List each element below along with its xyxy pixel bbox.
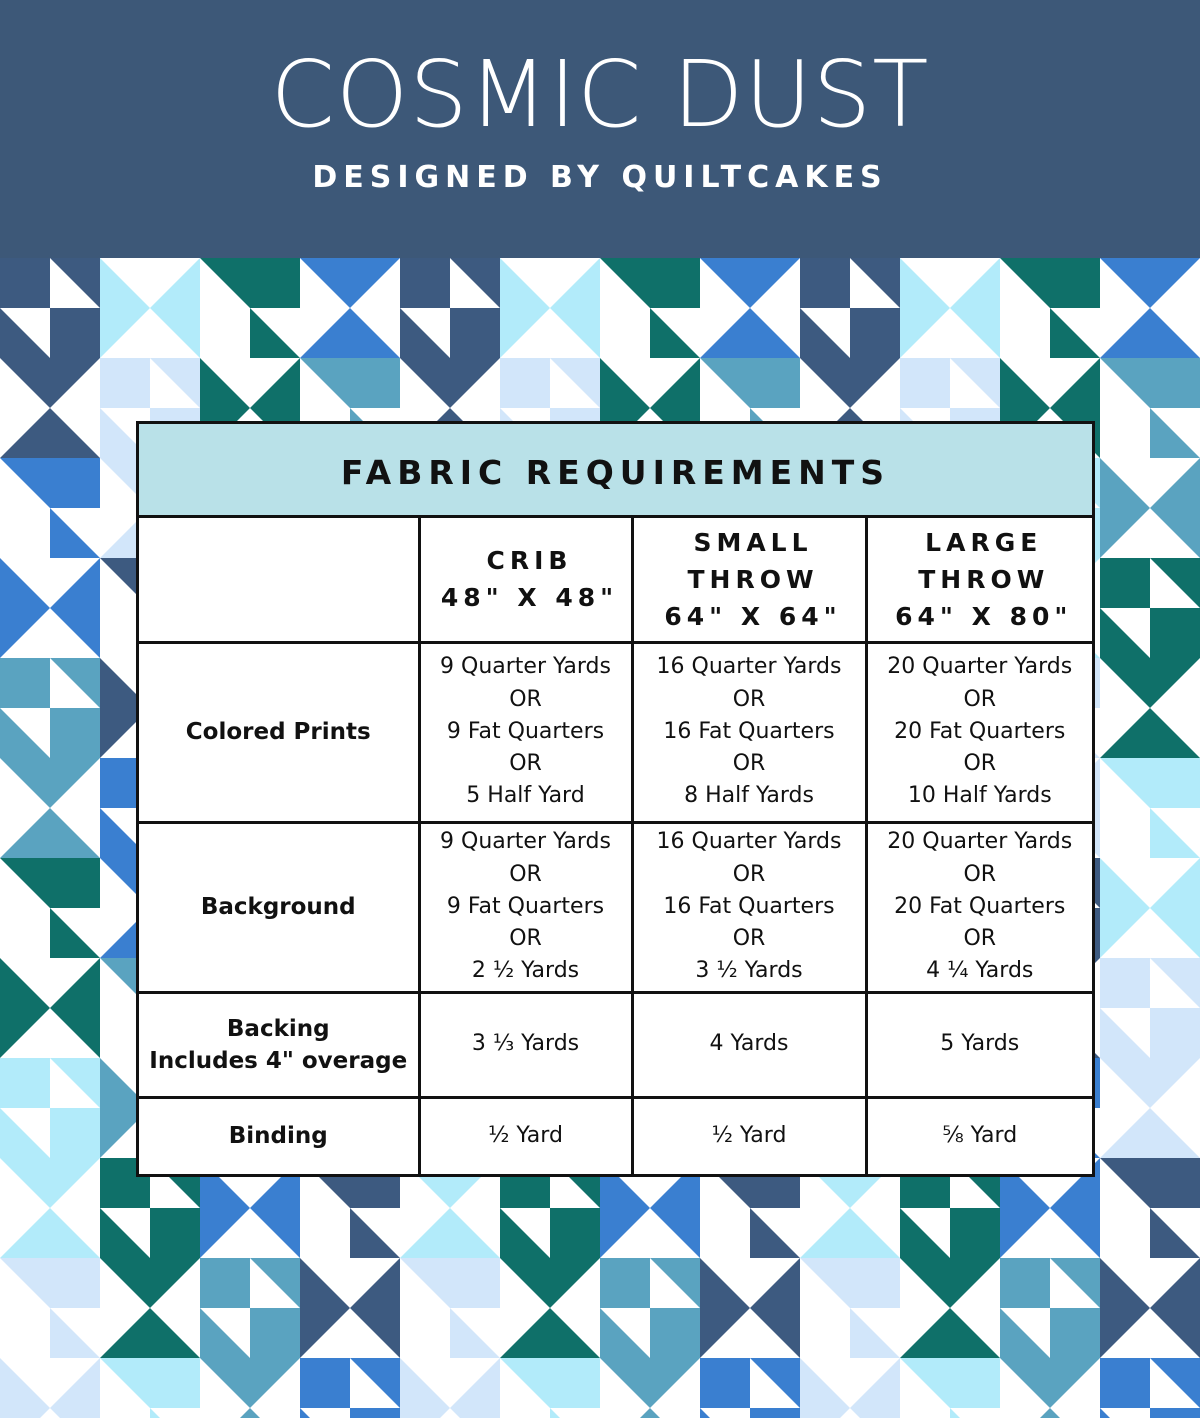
row-label-line: Includes 4" overage	[149, 1047, 408, 1074]
size-header-line: THROW	[687, 564, 819, 594]
cell-line: 9 Fat Quarters	[446, 893, 605, 919]
cell-line: 2 ½ Yards	[471, 958, 580, 984]
quilt-piece	[850, 1258, 900, 1308]
quilt-piece	[650, 258, 700, 308]
table-row	[139, 992, 1092, 1097]
quilt-piece	[1100, 1358, 1150, 1408]
quilt-piece	[300, 1358, 350, 1408]
cell-line: ½ Yard	[711, 1123, 787, 1149]
cell-background-large-throw	[866, 822, 1092, 992]
quilt-piece	[150, 1358, 200, 1408]
quilt-piece	[1000, 1258, 1050, 1308]
cell-background-crib	[419, 822, 632, 992]
quilt-piece	[150, 1208, 200, 1258]
quilt-piece	[1150, 358, 1200, 408]
quilt-piece	[1150, 608, 1200, 658]
row-label-line: Backing	[226, 1015, 330, 1042]
quilt-piece	[250, 1308, 300, 1358]
quilt-piece	[900, 358, 950, 408]
cell-line: OR	[963, 926, 997, 952]
quilt-piece	[1150, 1158, 1200, 1208]
cell-line: 20 Fat Quarters	[894, 718, 1066, 744]
cell-line: OR	[509, 751, 542, 777]
row-label-colored-prints	[139, 642, 419, 822]
quilt-piece	[350, 358, 400, 408]
quilt-piece	[450, 1258, 500, 1308]
cell-line: OR	[963, 751, 997, 777]
cell-line: 4 ¼ Yards	[926, 958, 1034, 984]
quilt-piece	[50, 708, 100, 758]
cell-line: 8 Half Yards	[684, 783, 814, 809]
size-header-line: LARGE	[925, 527, 1043, 557]
table-row	[139, 1097, 1092, 1174]
quilt-piece	[950, 1208, 1000, 1258]
quilt-piece	[1100, 958, 1150, 1008]
quilt-piece	[550, 1208, 600, 1258]
row-label-background	[139, 822, 419, 992]
quilt-piece	[1050, 1308, 1100, 1358]
cell-line: 4 Yards	[709, 1031, 789, 1057]
cell-line: OR	[732, 686, 766, 712]
cell-backing-crib	[419, 992, 632, 1097]
size-header-large-throw	[866, 518, 1092, 642]
cell-line: 20 Quarter Yards	[887, 829, 1073, 855]
quilt-piece	[700, 1358, 750, 1408]
quilt-piece	[600, 1258, 650, 1308]
quilt-piece	[50, 858, 100, 908]
cell-binding-large-throw	[866, 1097, 1092, 1174]
cell-line: OR	[509, 861, 542, 887]
cell-line: OR	[509, 686, 542, 712]
cell-line: 9 Quarter Yards	[440, 654, 611, 680]
quilt-piece	[100, 358, 150, 408]
cell-line: OR	[963, 686, 997, 712]
cell-line: 5 Half Yard	[466, 783, 585, 809]
quilt-piece	[50, 458, 100, 508]
header-banner	[0, 0, 1200, 258]
quilt-piece	[1150, 1008, 1200, 1058]
cell-binding-small-throw	[632, 1097, 866, 1174]
cell-line: OR	[509, 926, 542, 952]
cell-line: OR	[963, 861, 997, 887]
designer-subtitle: DESIGNED BY QUILTCAKES	[312, 160, 888, 195]
cell-colored-prints-large-throw	[866, 642, 1092, 822]
row-label-line: Background	[200, 894, 356, 920]
size-header-line: 64" X 64"	[664, 601, 842, 631]
fabric-requirements-card	[136, 421, 1095, 1177]
cell-line: OR	[732, 861, 766, 887]
cell-line: 9 Fat Quarters	[446, 718, 605, 744]
quilt-piece	[50, 308, 100, 358]
quilt-piece	[1100, 558, 1150, 608]
cell-line: 20 Fat Quarters	[894, 893, 1066, 919]
quilt-piece	[800, 258, 850, 308]
quilt-piece	[750, 1408, 800, 1418]
quilt-piece	[500, 358, 550, 408]
size-header-small-throw	[632, 518, 866, 642]
table-row	[139, 642, 1092, 822]
row-label-binding	[139, 1097, 419, 1174]
size-header-row	[139, 518, 1092, 642]
cell-background-small-throw	[632, 822, 866, 992]
cell-line: 16 Quarter Yards	[656, 654, 842, 680]
quilt-piece	[850, 308, 900, 358]
size-header-line: 64" X 80"	[895, 601, 1073, 631]
quilt-piece	[50, 1258, 100, 1308]
quilt-piece	[0, 658, 50, 708]
size-header-crib	[419, 518, 632, 642]
cell-colored-prints-crib	[419, 642, 632, 822]
quilt-piece	[650, 1308, 700, 1358]
quilt-piece	[950, 1358, 1000, 1408]
cell-line: 5 Yards	[940, 1031, 1020, 1057]
fabric-requirements-table	[139, 518, 1092, 1174]
cell-line: 10 Half Yards	[907, 783, 1052, 809]
size-header-line: THROW	[918, 564, 1050, 594]
corner-cell	[139, 518, 419, 642]
cell-line: 9 Quarter Yards	[440, 829, 611, 855]
page-title: COSMIC DUST	[270, 41, 930, 148]
size-header-line: 48" X 48"	[440, 583, 619, 613]
cell-line: 16 Fat Quarters	[663, 893, 835, 919]
table-row	[139, 822, 1092, 992]
cell-line: ½ Yard	[488, 1123, 563, 1149]
row-label-line: Binding	[228, 1123, 328, 1150]
quilt-piece	[0, 1058, 50, 1108]
quilt-piece	[350, 1408, 400, 1418]
quilt-piece	[0, 258, 50, 308]
quilt-piece	[750, 358, 800, 408]
size-header-line: CRIB	[486, 546, 573, 576]
quilt-piece	[400, 258, 450, 308]
cell-line: ⅝ Yard	[942, 1123, 1018, 1149]
cell-line: OR	[732, 926, 766, 952]
cell-line: 3 ⅓ Yards	[471, 1031, 580, 1057]
quilt-piece	[50, 1108, 100, 1158]
row-label-line: Colored Prints	[185, 719, 371, 745]
cell-backing-large-throw	[866, 992, 1092, 1097]
cell-line: 16 Fat Quarters	[663, 718, 835, 744]
quilt-piece	[200, 1258, 250, 1308]
quilt-piece	[550, 1358, 600, 1408]
table-title: FABRIC REQUIREMENTS	[139, 424, 1092, 518]
quilt-piece	[450, 308, 500, 358]
cell-colored-prints-small-throw	[632, 642, 866, 822]
cell-binding-crib	[419, 1097, 632, 1174]
row-label-backing	[139, 992, 419, 1097]
cell-line: 20 Quarter Yards	[887, 654, 1073, 680]
size-header-line: SMALL	[693, 527, 813, 557]
quilt-piece	[1150, 758, 1200, 808]
cell-line: 3 ½ Yards	[695, 958, 803, 984]
cell-backing-small-throw	[632, 992, 866, 1097]
cell-line: OR	[732, 751, 766, 777]
quilt-piece	[250, 258, 300, 308]
cell-line: 16 Quarter Yards	[656, 829, 842, 855]
quilt-piece	[1050, 258, 1100, 308]
quilt-piece	[1150, 1408, 1200, 1418]
